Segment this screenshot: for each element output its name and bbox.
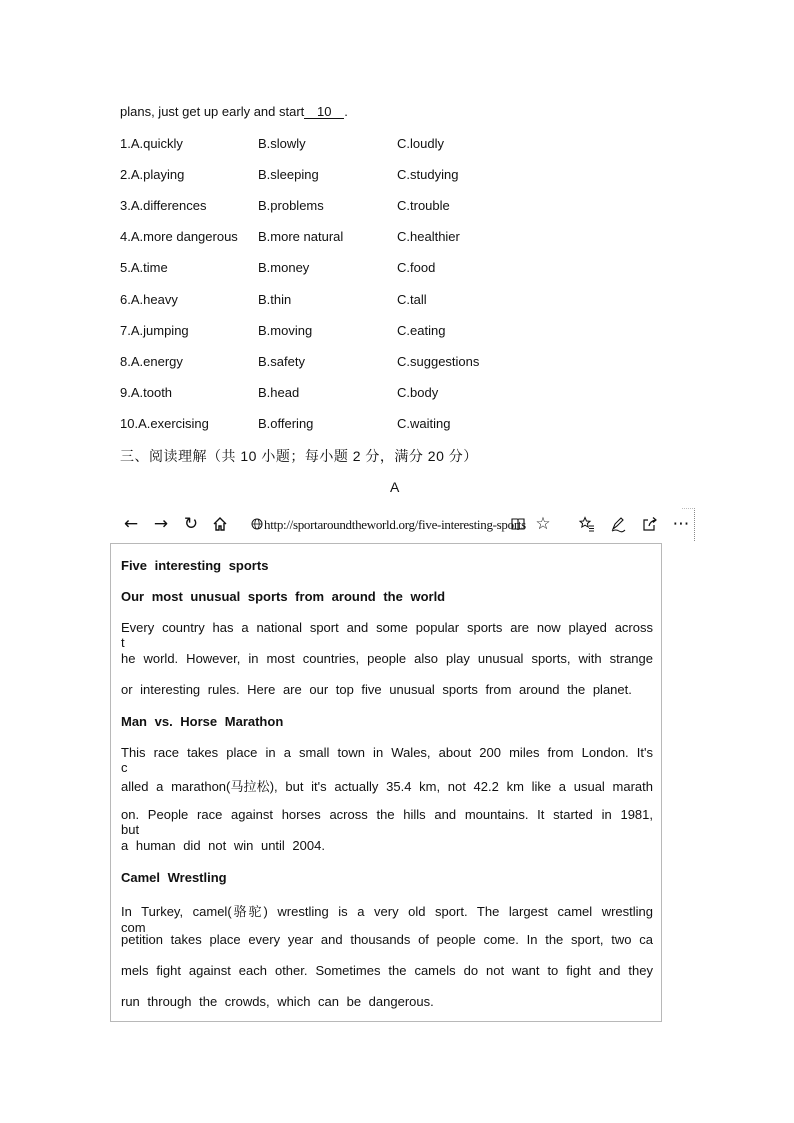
globe-icon — [250, 514, 264, 534]
refresh-icon[interactable]: ↻ — [183, 514, 199, 534]
favorites-icon[interactable] — [576, 514, 598, 534]
book-icon[interactable] — [507, 514, 529, 534]
option-c: C.trouble — [397, 198, 450, 214]
option-b: B.moving — [258, 322, 313, 338]
option-c: C.waiting — [397, 415, 451, 431]
home-icon[interactable] — [209, 514, 231, 534]
option-a: 5.A.time — [120, 260, 168, 276]
option-c: C.body — [397, 384, 439, 400]
option-row — [120, 167, 540, 185]
option-row — [120, 385, 540, 403]
option-row — [120, 416, 540, 434]
paragraph-line: a human did not win until 2004. — [121, 838, 325, 853]
option-row — [120, 323, 540, 341]
option-a: 9.A.tooth — [120, 384, 173, 400]
option-row — [120, 292, 540, 310]
paragraph-line: or interesting rules. Here are our top five unusual sports from around the planet. — [121, 682, 632, 697]
option-b: B.head — [258, 384, 300, 400]
paragraph-line: on. People race against horses across the hills and mountains. It started in 1981, but — [121, 807, 653, 837]
intro-end: . — [344, 104, 348, 119]
paragraph-line: alled a marathon(马拉松), but it's actually 35.4 km, not 42.2 km like a usual marath — [121, 779, 653, 794]
article-box — [110, 543, 662, 1022]
more-icon[interactable]: ⋯ — [672, 514, 690, 534]
section-heading: Camel Wrestling — [121, 870, 227, 885]
paragraph-line: mels fight against each other. Sometimes the camels do not want to fight and they — [121, 963, 653, 978]
option-a: 10.A.exercising — [120, 415, 209, 431]
browser-toolbar — [112, 508, 695, 540]
option-row — [120, 198, 540, 216]
option-a: 3.A.differences — [120, 198, 207, 214]
paragraph-line: Every country has a national sport and some popular sports are now played across t — [121, 620, 653, 650]
back-arrow-icon[interactable]: ← — [123, 514, 139, 534]
option-a: 1.A.quickly — [120, 136, 183, 151]
paragraph-line: petition takes place every year and thousands of people come. In the sport, two ca — [121, 932, 653, 947]
option-b: B.money — [258, 260, 310, 276]
option-c: C.tall — [397, 291, 427, 307]
option-b: B.thin — [258, 291, 292, 307]
option-a: 4.A.more dangerous — [120, 229, 238, 245]
address-bar[interactable]: http://sportaroundtheworld.org/five-interesting-sports — [264, 517, 526, 532]
section-title: 三、阅读理解（共 10 小题；每小题 2 分，满分 20 分） — [120, 448, 478, 464]
option-a: 8.A.energy — [120, 353, 183, 369]
section-heading: Man vs. Horse Marathon — [121, 714, 284, 729]
option-a: 6.A.heavy — [120, 291, 178, 307]
forward-arrow-icon[interactable]: → — [153, 514, 169, 534]
article-title: Five interesting sports — [121, 558, 269, 573]
answer-blank: 10 — [304, 105, 344, 119]
option-b: B.safety — [258, 353, 305, 369]
option-c: C.loudly — [397, 136, 444, 151]
option-c: C.food — [397, 260, 436, 276]
option-b: B.sleeping — [258, 167, 319, 183]
option-c: C.studying — [397, 167, 459, 183]
option-b: B.offering — [258, 415, 314, 431]
option-row — [120, 260, 540, 278]
option-row — [120, 354, 540, 372]
intro-text: plans, just get up early and start — [120, 104, 305, 119]
paragraph-line: This race takes place in a small town in Wales, about 200 miles from London. It's c — [121, 745, 653, 775]
intro-line — [120, 104, 348, 119]
toolbar-edge — [682, 508, 695, 541]
option-a: 2.A.playing — [120, 167, 185, 183]
article-subtitle: Our most unusual sports from around the world — [121, 589, 446, 604]
paragraph-line: he world. However, in most countries, people also play unusual sports, with strange — [121, 651, 653, 666]
option-c: C.suggestions — [397, 353, 480, 369]
option-b: B.slowly — [258, 136, 306, 151]
pen-icon[interactable] — [607, 514, 629, 534]
option-b: B.more natural — [258, 229, 344, 245]
option-b: B.problems — [258, 198, 324, 214]
paragraph-line: run through the crowds, which can be dangerous. — [121, 994, 434, 1009]
option-row — [120, 136, 540, 154]
option-c: C.healthier — [397, 229, 460, 245]
passage-letter: A — [390, 479, 400, 495]
paragraph-line: In Turkey, camel(骆驼) wrestling is a very old sport. The largest camel wrestling com — [121, 904, 653, 935]
share-icon[interactable] — [639, 514, 661, 534]
option-a: 7.A.jumping — [120, 322, 189, 338]
option-row — [120, 229, 540, 247]
option-c: C.eating — [397, 322, 446, 338]
star-icon[interactable]: ☆ — [535, 514, 551, 534]
